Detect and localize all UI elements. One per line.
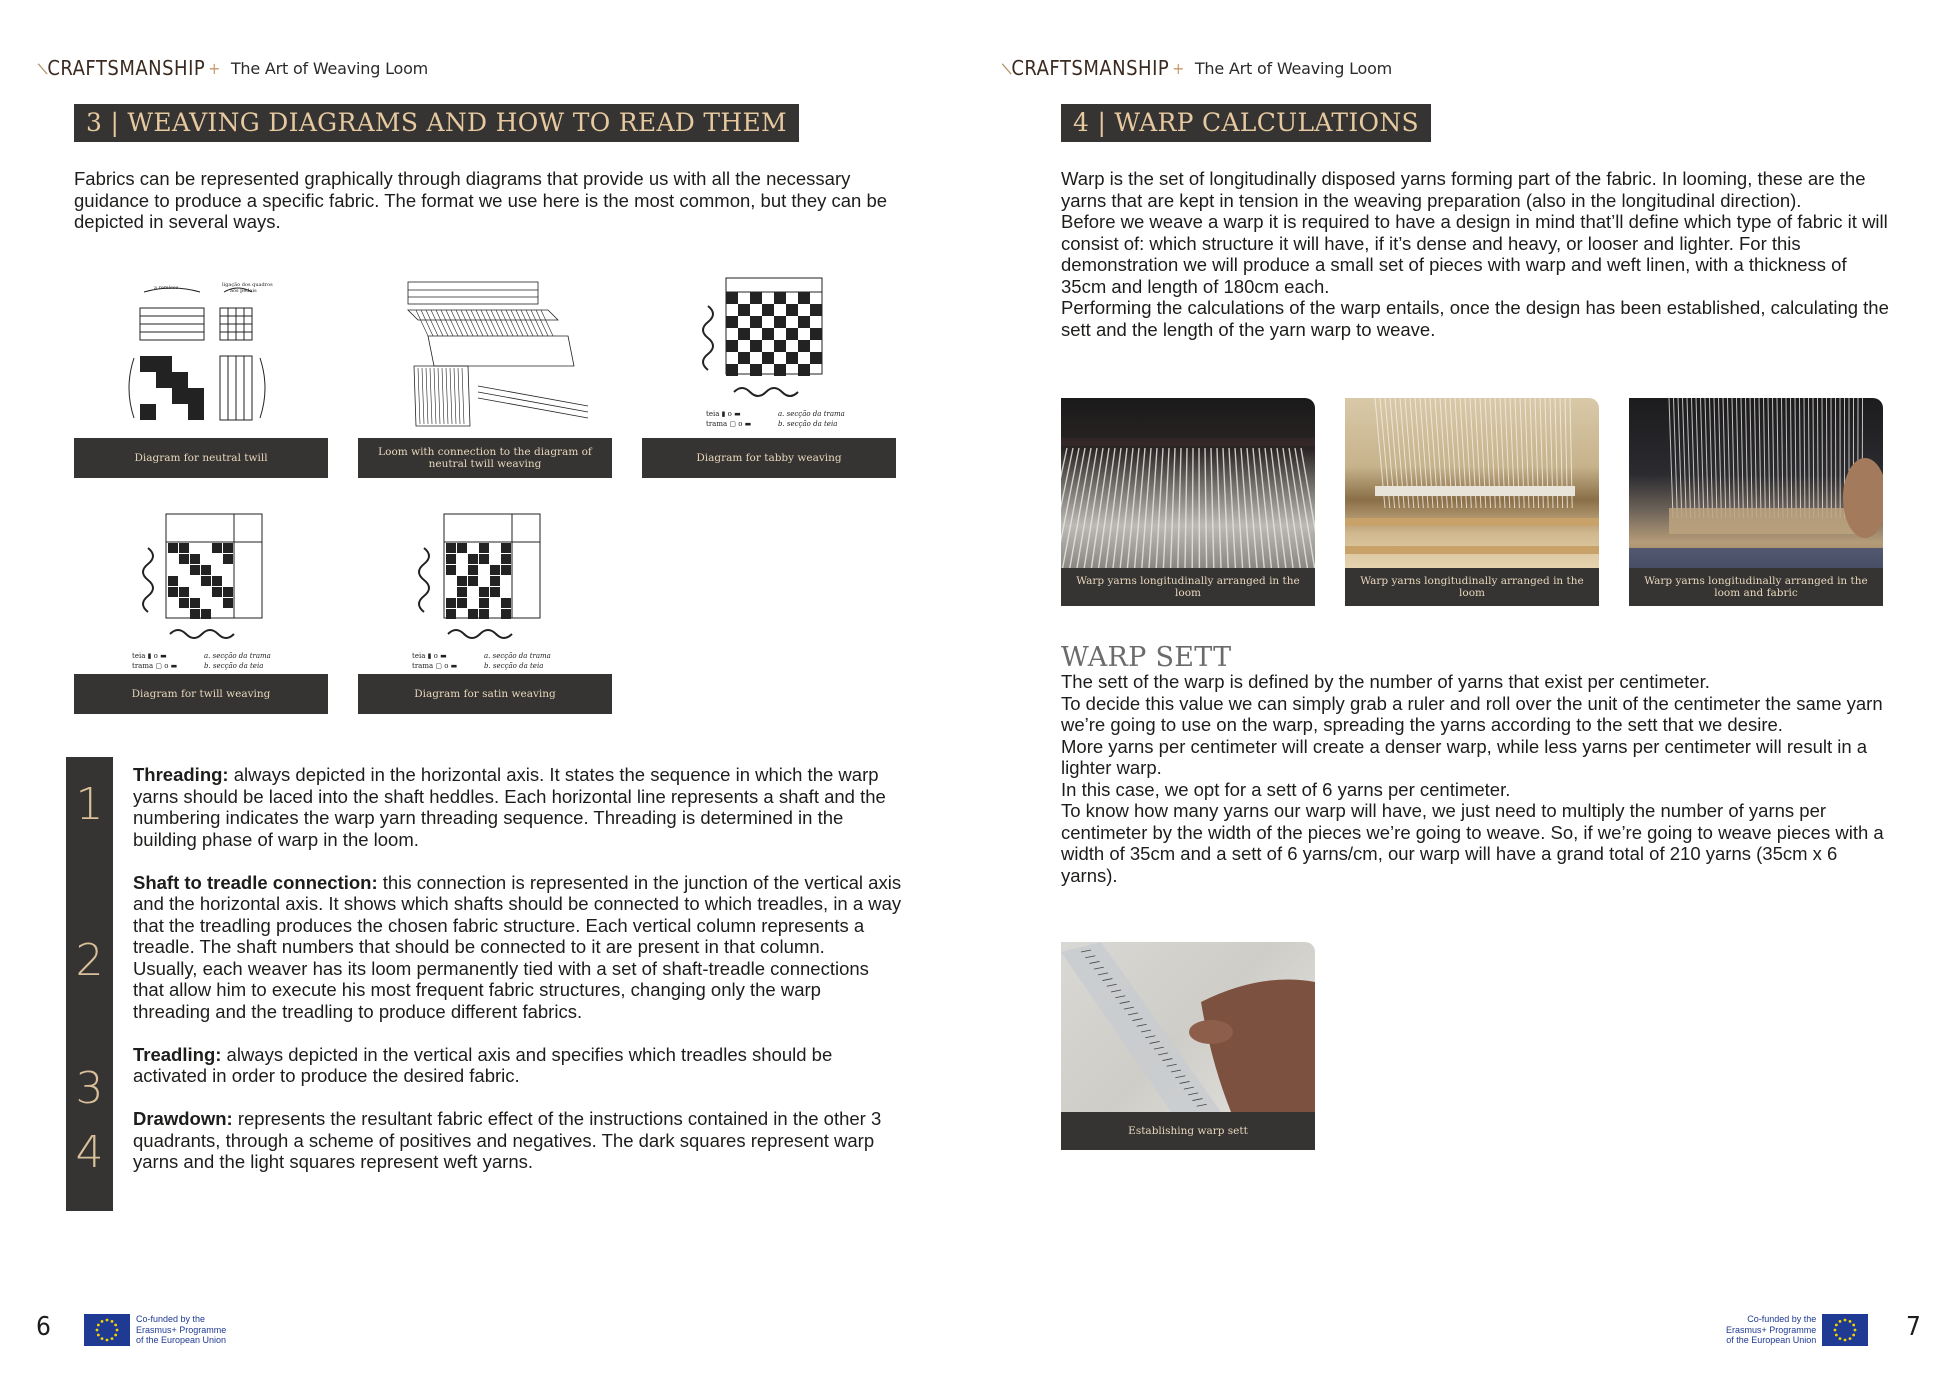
- desc-drawdown: represents the resultant fabric effect of the instructions contained in the other 3 quadrants, through a scheme of positives and negatives. The dark squares represent warp yarns and the light squares represent weft yarns.: [133, 1108, 882, 1172]
- warp-intro-p3: Performing the calculations of the warp entails, once the design has been established, calculating the sett and the length of the yarn warp to weave.: [1061, 297, 1889, 340]
- figure-satin: [358, 512, 612, 714]
- list-item-connection-note: Usually, each weaver has its loom permanently tied with a set of shaft-treadle connections that allow him to execute his most frequent fabric structures, changing only the warp threading and the treadling to produce different fabrics.: [133, 957, 869, 1022]
- page-header: [1000, 56, 1393, 80]
- term-treadling: Treadling:: [133, 1043, 222, 1065]
- brand-logo: \ CRAFTSMANSHIP +: [1000, 56, 1185, 80]
- svg-text:ligação dos quadros: ligação dos quadros: [222, 282, 273, 288]
- photo-caption: Warp yarns longitudinally arranged in the loom: [1345, 568, 1599, 606]
- svg-text:a. secção da trama: a. secção da trama: [204, 652, 271, 660]
- photo-caption: Warp yarns longitudinally arranged in the loom: [1061, 568, 1315, 606]
- term-connection: Shaft to treadle connection:: [133, 871, 378, 893]
- figure-tabby: [642, 276, 896, 478]
- warp-sett-body: [1061, 671, 1891, 886]
- warp-and-fabric-photo: [1629, 398, 1883, 568]
- warp-yarns-photo: [1061, 398, 1315, 568]
- list-item-threading: [133, 764, 903, 850]
- list-item-treadling: [133, 1044, 903, 1087]
- svg-text:teia ▮ o ▬: teia ▮ o ▬: [706, 410, 741, 418]
- photo-establishing-sett: [1061, 942, 1315, 1150]
- svg-text:teia ▮ o ▬: teia ▮ o ▬: [132, 652, 167, 660]
- eu-funding-text: Co-funded by the Erasmus+ Programme of the European Union: [136, 1314, 227, 1346]
- svg-text:b. secção da teia: b. secção da teia: [204, 662, 264, 670]
- list-item-drawdown: [133, 1108, 903, 1173]
- neutral-twill-diagram: [74, 276, 328, 438]
- eu-funding-logo: [1726, 1314, 1868, 1346]
- photo-caption: Establishing warp sett: [1061, 1112, 1315, 1150]
- section-title: 3 | WEAVING DIAGRAMS AND HOW TO READ THEM: [74, 104, 799, 142]
- eu-funding-logo: [84, 1314, 226, 1346]
- desc-treadling: always depicted in the vertical axis and specifies which treadles should be activated in order to produce the desired fabric.: [133, 1043, 833, 1086]
- page-header: [36, 56, 429, 80]
- warp-yarns-loom-photo: [1345, 398, 1599, 568]
- term-threading: Threading:: [133, 764, 229, 785]
- twill-diagram: [74, 512, 328, 674]
- term-drawdown: Drawdown:: [133, 1108, 233, 1129]
- list-number-3: 3: [75, 1063, 104, 1114]
- figure-twill: [74, 512, 328, 714]
- photo-warp-1: [1061, 398, 1315, 606]
- header-subtitle: The Art of Weaving Loom: [230, 58, 429, 78]
- svg-text:a. secção da trama: a. secção da trama: [778, 410, 845, 418]
- figure-caption: Diagram for twill weaving: [74, 674, 328, 714]
- reading-guide-list: [133, 764, 903, 1194]
- header-subtitle: The Art of Weaving Loom: [1194, 58, 1393, 78]
- photo-warp-3: [1629, 398, 1883, 606]
- warp-intro: [1061, 168, 1891, 340]
- sett-p1: The sett of the warp is defined by the number of yarns that exist per centimeter.: [1061, 671, 1710, 692]
- right-page: [976, 0, 1952, 1382]
- svg-text:trama ▢ o ▬: trama ▢ o ▬: [706, 420, 752, 428]
- sett-p3: More yarns per centimeter will create a denser warp, while less yarns per centimeter will result in a lighter warp.: [1061, 735, 1868, 778]
- sett-p2: To decide this value we can simply grab a ruler and roll over the unit of the centimeter the same yarn we’re going to use on the warp, spreading the yarns according to the sett that we desire.: [1061, 692, 1883, 735]
- sett-p4: In this case, we opt for a sett of 6 yarns per centimeter.: [1061, 778, 1511, 800]
- eu-funding-text: Co-funded by the Erasmus+ Programme of the European Union: [1726, 1314, 1817, 1346]
- warp-intro-p1: Warp is the set of longitudinally disposed yarns forming part of the fabric. In looming, these are the yarns that are kept in tension in the weaving preparation (also in the longitudinal direction).: [1061, 168, 1866, 211]
- svg-text:b. secção da teia: b. secção da teia: [484, 662, 544, 670]
- figure-loom-connection: [358, 276, 612, 478]
- figure-caption: Loom with connection to the diagram of neutral twill weaving: [358, 438, 612, 478]
- tabby-diagram: [642, 276, 896, 438]
- sett-p5: To know how many yarns our warp will have, we just need to multiply the number of yarns per centimeter by the width of the pieces we’re going to weave. So, if we’re going to weave pieces with a width of 35cm and a sett of 6 yarns/cm, our warp will have a grand total of 210 yarns (35cm x 6 yarns).: [1061, 800, 1884, 886]
- svg-text:trama ▢ o ▬: trama ▢ o ▬: [412, 662, 458, 670]
- figure-neutral-twill: [74, 276, 328, 478]
- svg-text:a remisse: a remisse: [154, 285, 179, 291]
- brand-logo: \ CRAFTSMANSHIP +: [36, 56, 221, 80]
- loom-drawing: [358, 276, 612, 438]
- page-number: 6: [36, 1312, 51, 1342]
- photo-warp-2: [1345, 398, 1599, 606]
- warp-intro-p2: Before we weave a warp it is required to have a design in mind that’ll define which type of fabric it will consist of: which structure it will have, if it’s dense and heavy, or looser and lighter. For this demonstration we will produce a small set of pieces with warp and weft linen, with a thickness of 35cm and length of 180cm each.: [1061, 211, 1888, 297]
- svg-text:aos pedais: aos pedais: [230, 288, 257, 294]
- eu-flag-icon: [84, 1314, 130, 1346]
- page-number: 7: [1906, 1312, 1921, 1342]
- list-item-connection: [133, 872, 903, 958]
- svg-text:a. secção da trama: a. secção da trama: [484, 652, 551, 660]
- number-column: [66, 757, 113, 1211]
- list-number-2: 2: [75, 935, 104, 986]
- satin-diagram: [358, 512, 612, 674]
- section-title: 4 | WARP CALCULATIONS: [1061, 104, 1431, 142]
- figure-caption: Diagram for satin weaving: [358, 674, 612, 714]
- figure-caption: Diagram for tabby weaving: [642, 438, 896, 478]
- list-number-1: 1: [75, 779, 104, 830]
- photo-caption: Warp yarns longitudinally arranged in the loom and fabric: [1629, 568, 1883, 606]
- warp-sett-title: WARP SETT: [1061, 642, 1232, 673]
- intro-paragraph: Fabrics can be represented graphically through diagrams that provide us with all the necessary guidance to produce a specific fabric. The format we use here is the most common, but they can be depicted in several ways.: [74, 168, 888, 232]
- eu-flag-icon: [1822, 1314, 1868, 1346]
- ruler-hand-photo: [1061, 942, 1315, 1112]
- svg-text:trama ▢ o ▬: trama ▢ o ▬: [132, 662, 178, 670]
- figure-caption: Diagram for neutral twill: [74, 438, 328, 478]
- desc-threading: always depicted in the horizontal axis. It states the sequence in which the warp yarns should be laced into the shaft heddles. Each horizontal line represents a shaft and the numbering indicates the warp yarn threading sequence. Threading is determined in the building phase of warp in the loom.: [133, 764, 886, 850]
- svg-text:b. secção da teia: b. secção da teia: [778, 420, 838, 428]
- svg-text:teia ▮ o ▬: teia ▮ o ▬: [412, 652, 447, 660]
- desc-connection: this connection is represented in the junction of the vertical axis and the horizontal axis. It shows which shafts should be connected to which treadles, in a way that the treadling produces the chosen fabric structure. Each vertical column represents a treadle. The shaft numbers that should be connected to it are present in that column.: [133, 871, 902, 957]
- list-number-4: 4: [75, 1127, 104, 1178]
